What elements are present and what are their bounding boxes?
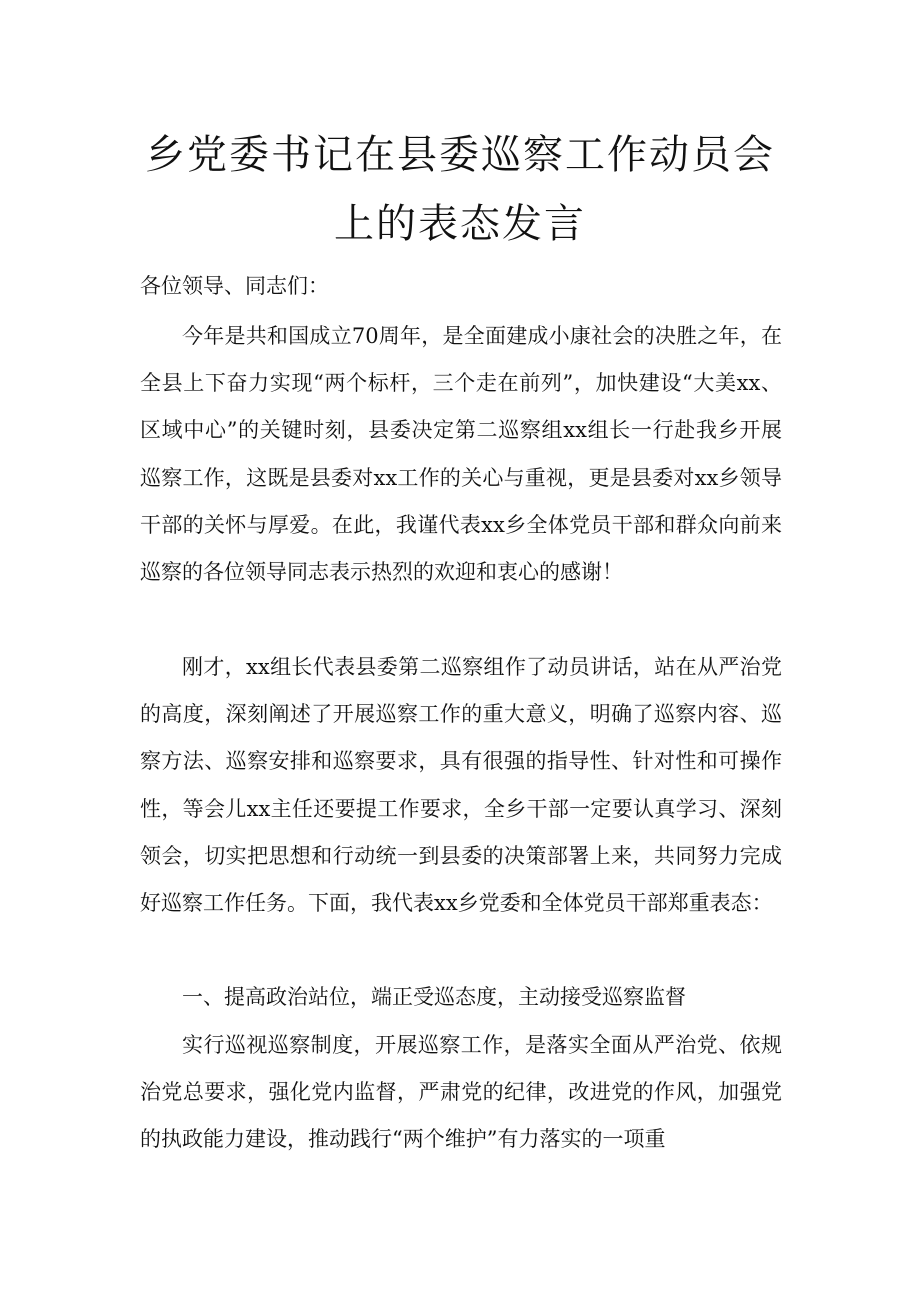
section-heading-1: 一、提高政治站位，端正受巡态度，主动接受巡察监督: [182, 985, 686, 1009]
paragraph-welcome: 今年是共和国成立70周年，是全面建成小康社会的决胜之年，在全县上下奋力实现“两个标杆，三个走在前列”，加快建设“大美xx、区域中心”的关键时刻，县委决定第二巡察组xx组长一行赴我乡开展巡察工作，这既是县委对xx工作的关心与重视，更是县委对xx乡领导干部的关怀与厚爱。在此，我谨代表xx乡全体党员干部和群众向前来巡察的各位领导同志表示热烈的欢迎和衷心的感谢！: [140, 324, 782, 585]
salutation: 各位领导、同志们：: [140, 274, 329, 298]
paragraph-commitment: 刚才，xx组长代表县委第二巡察组作了动员讲话，站在从严治党的高度，深刻阐述了开展巡察工作的重大意义，明确了巡察内容、巡察方法、巡察安排和巡察要求，具有很强的指导性、针对性和可操作性，等会儿xx主任还要提工作要求，全乡干部一定要认真学习、深刻领会，切实把思想和行动统一到县委的决策部署上来，共同努力完成好巡察工作任务。下面，我代表xx乡党委和全体党员干部郑重表态：: [140, 655, 782, 916]
document-title-line-1: 乡党委书记在县委巡察工作动员会: [145, 132, 775, 178]
paragraph-inspection-system: 实行巡视巡察制度，开展巡察工作，是落实全面从严治党、依规治党总要求，强化党内监督，严肃党的纪律，改进党的作风，加强党的执政能力建设，推动践行“两个维护”有力落实的一项重: [140, 1033, 782, 1152]
document-title-line-2: 上的表态发言: [334, 201, 586, 247]
